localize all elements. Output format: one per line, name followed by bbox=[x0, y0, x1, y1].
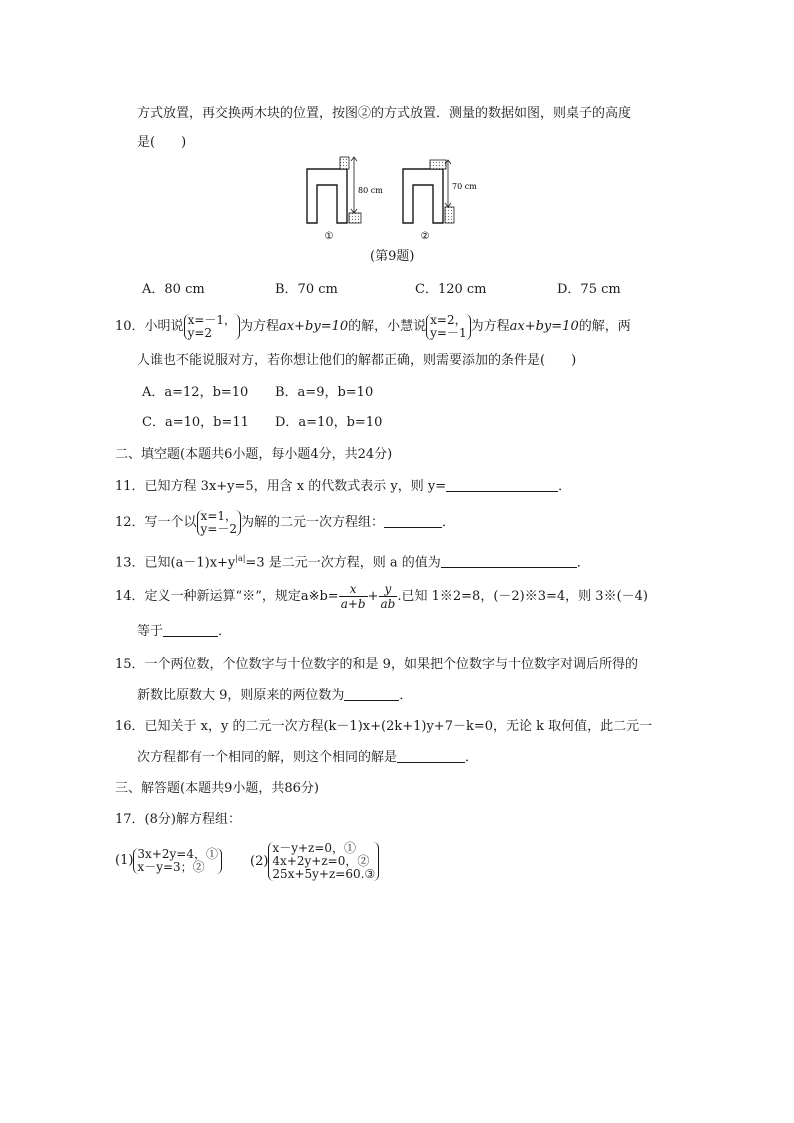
section-2-heading: 二、填空题(本题共6小题，每小题4分，共24分) bbox=[115, 447, 393, 462]
q10-system-2: x=2， y=－1 bbox=[426, 314, 470, 340]
q15-answer-blank bbox=[344, 686, 399, 701]
block-lower-2 bbox=[445, 207, 454, 223]
figure-label-1: ① bbox=[324, 231, 334, 242]
q17-system-1: 3x+2y=4，① x－y=3；② bbox=[133, 848, 222, 874]
q14-answer-blank bbox=[163, 622, 218, 637]
q11: 11．已知方程 3x+y=5，用含 x 的代数式表示 y，则 y= ． bbox=[115, 479, 572, 494]
q13-answer-blank bbox=[441, 553, 577, 568]
block-upper-1 bbox=[340, 157, 349, 169]
q17-part-1: (1) 3x+2y=4，① x－y=3；② bbox=[115, 846, 222, 876]
q16-line1: 16．已知关于 x，y 的二元一次方程(k－1)x+(2k+1)y+7－k=0，无论 k 取何值，此二元一 bbox=[115, 719, 653, 734]
table-1-shape bbox=[307, 169, 347, 223]
q10-option-b: B．a=9，b=10 bbox=[275, 385, 374, 400]
figure-label-2: ② bbox=[420, 231, 430, 242]
block-lower-1 bbox=[349, 213, 361, 223]
q9-option-a: A．80 cm bbox=[142, 282, 205, 297]
q9-option-b: B．70 cm bbox=[275, 282, 338, 297]
q15-line2: 新数比原数大 9，则原来的两位数为 ． bbox=[137, 688, 413, 703]
figure-caption: (第9题) bbox=[370, 249, 415, 264]
q12-answer-blank bbox=[384, 513, 442, 528]
q10-option-a: A．a=12，b=10 bbox=[142, 385, 249, 400]
figure-measure-2: 70 cm bbox=[452, 182, 477, 191]
q10-system-1: x=－1， y=2 bbox=[184, 314, 240, 340]
q16-answer-blank bbox=[397, 748, 465, 763]
q14-line2: 等于 ． bbox=[137, 624, 232, 639]
q17-title: 17．(8分)解方程组： bbox=[115, 812, 241, 827]
q9-text-line1: 方式放置，再交换两木块的位置，按图②的方式放置．测量的数据如图，则桌子的高度 bbox=[137, 106, 632, 121]
q12-system: x=1， y=－2 bbox=[197, 510, 241, 536]
q14-fraction-1: $\frac{x}{a+b}$ bbox=[340, 582, 366, 611]
q9-option-d: D．75 cm bbox=[557, 282, 621, 297]
table-2-shape bbox=[403, 169, 443, 223]
block-upper-2 bbox=[430, 160, 446, 169]
q15-line1: 15．一个两位数，个位数字与十位数字的和是 9，如果把个位数字与十位数字对调后所得的 bbox=[115, 657, 638, 672]
q10-option-d: D．a=10，b=10 bbox=[275, 415, 383, 430]
q10-line2: 人谁也不能说服对方，若你想让他们的解都正确，则需要添加的条件是( ) bbox=[137, 353, 577, 368]
q17-system-2: x－y+z=0，① 4x+2y+z=0，② 25x+5y+z=60.③ bbox=[268, 842, 379, 881]
q12: 12．写一个以 x=1， y=－2 为解的二元一次方程组： ． bbox=[115, 508, 456, 536]
q9-text-line2: 是( ) bbox=[137, 135, 187, 150]
q13: 13．已知$(a-1)x+y^{|a|}=3$ 是二元一次方程，则 a 的值为 ． bbox=[115, 554, 590, 571]
q10-option-c: C．a=10，b=11 bbox=[142, 415, 249, 430]
q16-line2: 次方程都有一个相同的解，则这个相同的解是 ． bbox=[137, 750, 479, 765]
q9-option-c: C．120 cm bbox=[415, 282, 487, 297]
q9-figure bbox=[300, 155, 500, 245]
q11-answer-blank bbox=[446, 477, 558, 492]
q10-line1: 10．小明说 x=－1， y=2 为方程ax+by=10的解，小慧说 x=2， y=－1 为方程ax+by=10的解，两 bbox=[115, 312, 631, 340]
q10-number: 10． bbox=[115, 319, 145, 334]
q14-line1: 14．定义一种新运算“※”，规定a※b= $\frac{x}{a+b}$ + $\frac{y}{ab}$ .已知 1※2=8，(－2)※3=4，则 3※(－4) bbox=[115, 582, 648, 611]
q17-part-2: (2) x－y+z=0，① 4x+2y+z=0，② 25x+5y+z=60.③ bbox=[250, 838, 379, 886]
figure-measure-1: 80 cm bbox=[358, 186, 383, 195]
section-3-heading: 三、解答题(本题共9小题，共86分) bbox=[115, 781, 319, 796]
q14-fraction-2: $\frac{y}{ab}$ bbox=[380, 582, 396, 611]
